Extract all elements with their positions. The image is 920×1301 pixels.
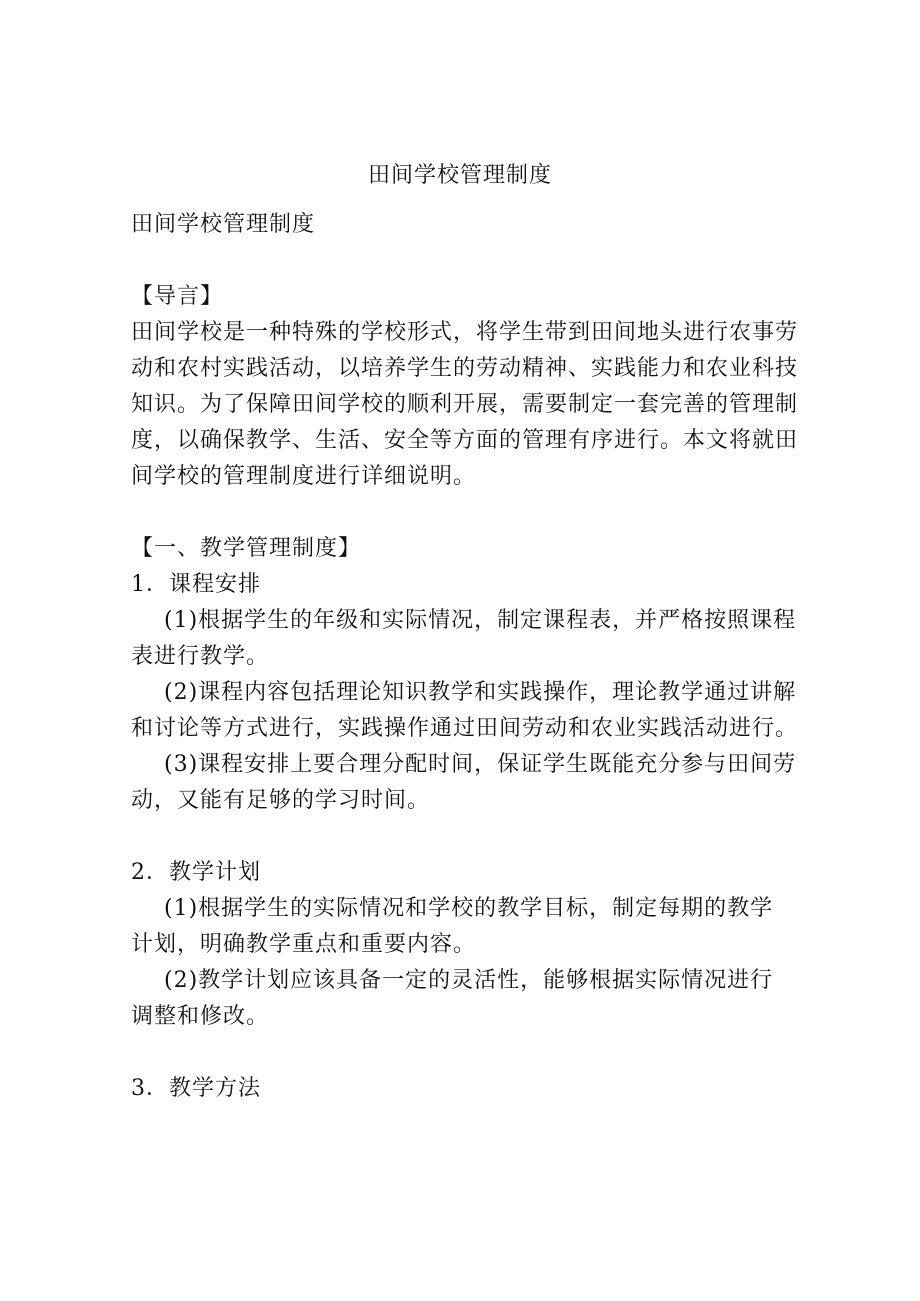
blank-line <box>131 243 801 279</box>
document-subtitle: 田间学校管理制度 <box>131 212 316 237</box>
intro-line: 间学校的管理制度进行详细说明。 <box>131 464 477 489</box>
document-body <box>131 207 801 1107</box>
document-title: 田间学校管理制度 <box>367 163 552 188</box>
intro-line: 田间学校是一种特殊的学校形式，将学生带到田间地头进行农事劳 <box>131 320 799 345</box>
item-heading: 3．教学方法 <box>131 1076 261 1101</box>
blank-line <box>131 495 801 531</box>
blank-line <box>131 1035 801 1071</box>
item-heading: 1．课程安排 <box>131 572 261 597</box>
paragraph-line: (1)根据学生的年级和实际情况，制定课程表，并严格按照课程 <box>164 608 797 633</box>
paragraph-line: (3)课程安排上要合理分配时间，保证学生既能充分参与田间劳 <box>164 752 797 777</box>
intro-line: 知识。为了保障田间学校的顺利开展，需要制定一套完善的管理制 <box>131 392 799 417</box>
paragraph-line: (2)教学计划应该具备一定的灵活性，能够根据实际情况进行 <box>164 968 774 993</box>
paragraph-line: (2)课程内容包括理论知识教学和实践操作，理论教学通过讲解 <box>164 680 797 705</box>
intro-line: 动和农村实践活动，以培养学生的劳动精神、实践能力和农业科技 <box>131 356 799 381</box>
paragraph-line: 计划，明确教学重点和重要内容。 <box>131 932 477 957</box>
item-heading: 2．教学计划 <box>131 860 261 885</box>
paragraph-line: 和讨论等方式进行，实践操作通过田间劳动和农业实践活动进行。 <box>131 716 799 741</box>
paragraph-line: 调整和修改。 <box>131 1004 270 1029</box>
intro-heading: 【导言】 <box>131 284 224 309</box>
paragraph-line: (1)根据学生的实际情况和学校的教学目标，制定每期的教学 <box>164 896 774 921</box>
paragraph-line: 表进行教学。 <box>131 644 270 669</box>
section-heading: 【一、教学管理制度】 <box>131 536 362 561</box>
blank-line <box>131 819 801 855</box>
paragraph-line: 动，又能有足够的学习时间。 <box>131 788 431 813</box>
intro-line: 度，以确保教学、生活、安全等方面的管理有序进行。本文将就田 <box>131 428 799 453</box>
